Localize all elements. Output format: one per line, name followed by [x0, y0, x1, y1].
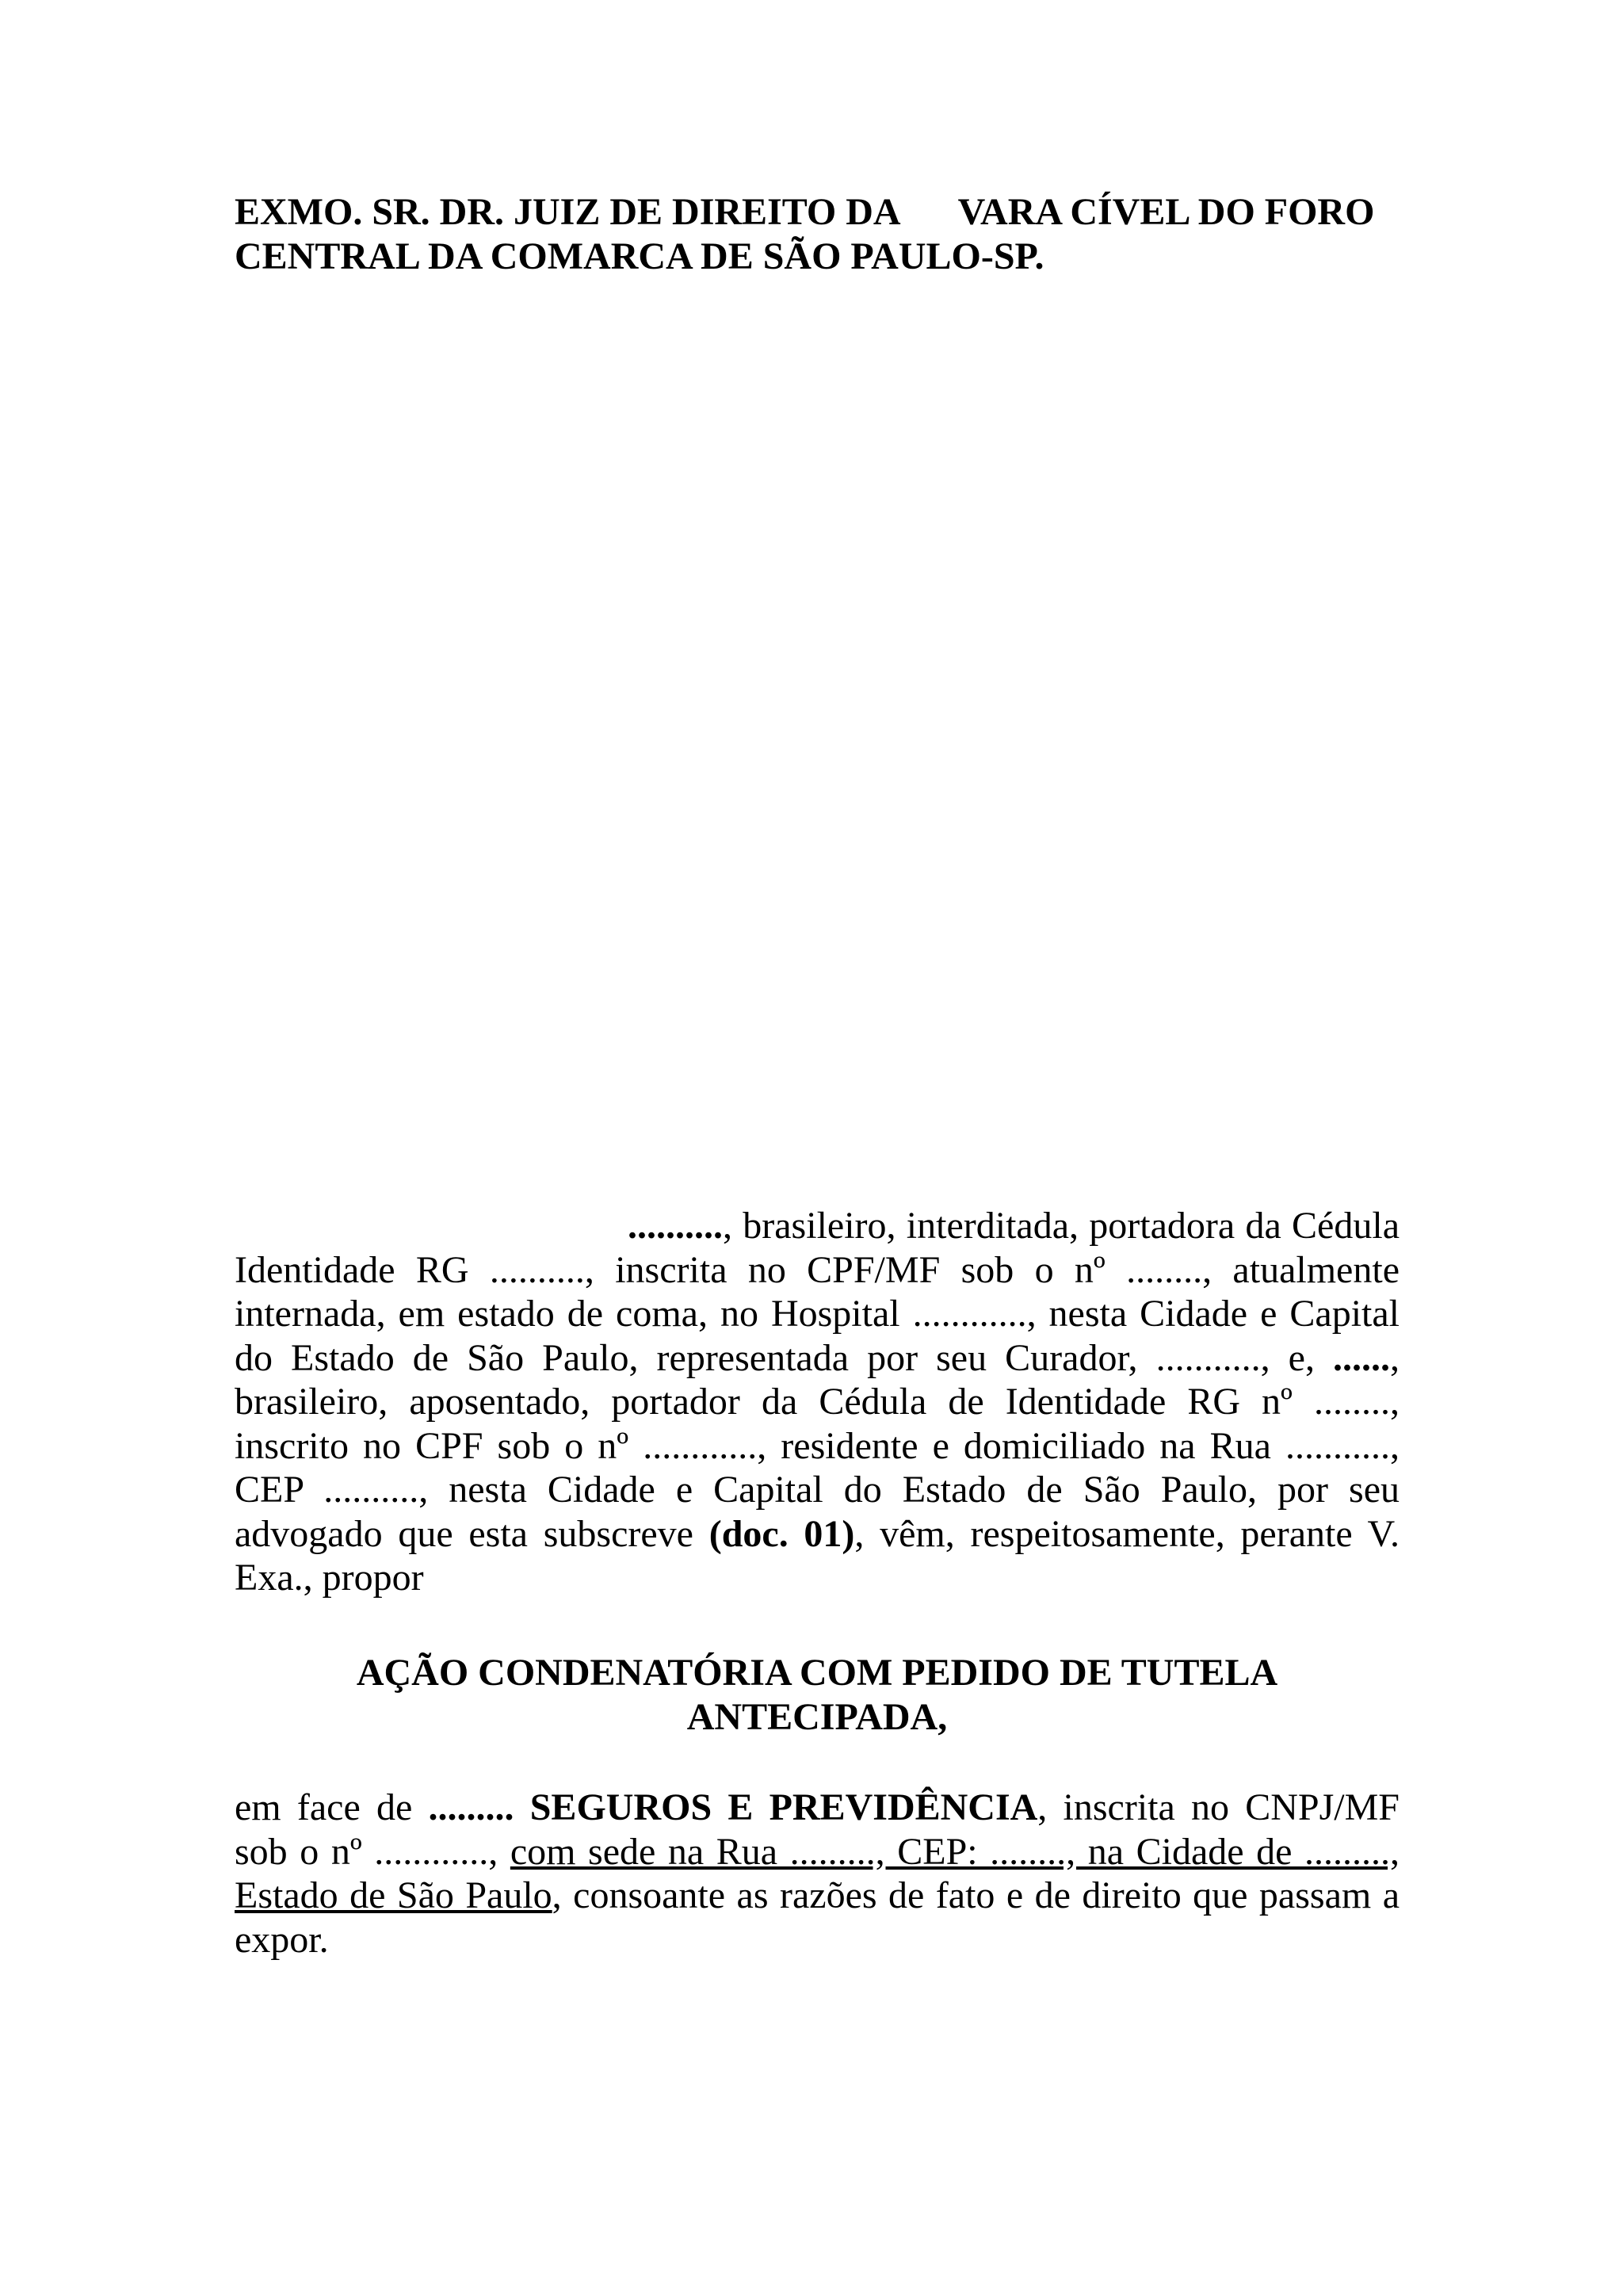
- defendant-paragraph: [235, 1786, 1400, 1962]
- addressee-line1-a: EXMO. SR. DR. JUIZ DE DIREITO DA: [235, 191, 901, 233]
- action-title-line1: AÇÃO CONDENATÓRIA COM PEDIDO DE TUTELA: [356, 1652, 1278, 1694]
- doc-reference: (doc. 01): [708, 1512, 855, 1555]
- defendant-text-2: , inscrita no CNPJ/MF sob o nº ............,: [235, 1786, 1400, 1873]
- parties-qualification: [235, 1204, 1400, 1600]
- addressee-line1-b: VARA CÍVEL DO FORO: [957, 191, 1375, 233]
- action-title: [235, 1651, 1400, 1740]
- defendant-text-3: , consoante as razões de fato e de direito que passam a expor.: [235, 1874, 1400, 1961]
- plaintiff-name-placeholder: ..........: [628, 1205, 723, 1247]
- defendant-text-1: em face de: [235, 1786, 429, 1828]
- qualification-text-3: , vêm, respeitosamente, perante V. Exa., propor: [235, 1512, 1400, 1599]
- defendant-name: ......... SEGUROS E PREVIDÊNCIA: [428, 1786, 1038, 1828]
- defendant-address: com sede na Rua ........., CEP: ........, na Cidade de ........., Estado de São Paulo: [235, 1830, 1400, 1916]
- second-plaintiff-placeholder: ......: [1333, 1336, 1390, 1379]
- action-title-line2: ANTECIPADA,: [686, 1696, 948, 1738]
- qualification-text-1: , brasileiro, interditada, portadora da Cédula Identidade RG .........., inscrita no CPF/MF sob o nº ........, atualmente internada, em estado de coma, no Hospital ............, nesta Cidade e Capital do Estado de São Paulo, representada por seu Curador, ..........., e,: [235, 1205, 1400, 1379]
- addressee-line2: CENTRAL DA COMARCA DE SÃO PAULO-SP.: [235, 235, 1044, 277]
- court-addressee: [235, 190, 1400, 279]
- qualification-text-2: , brasileiro, aposentado, portador da Cédula de Identidade RG nº ........, inscrito no CPF sob o nº ............, residente e domiciliado na Rua ..........., CEP .........., nesta Cidade e Capital do Estado de São Paulo, por seu advogado que esta subscreve: [235, 1336, 1400, 1555]
